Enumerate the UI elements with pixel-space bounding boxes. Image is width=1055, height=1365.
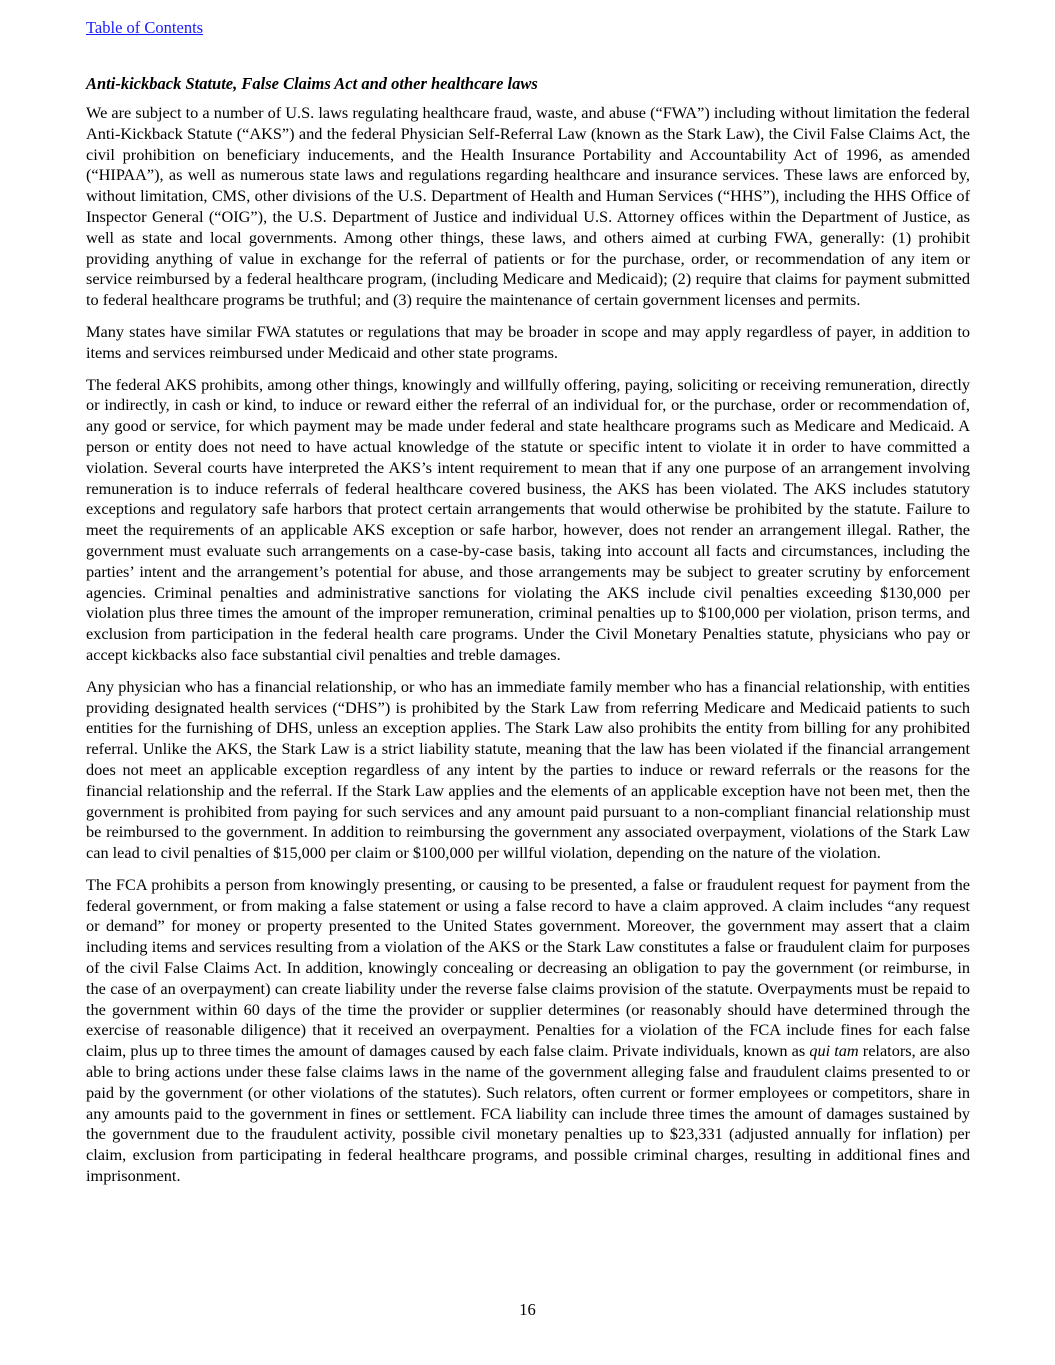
paragraph-state-statutes: Many states have similar FWA statutes or regulations that may be broader in scope and may apply regardless of payer, in addition to items and services reimbursed under Medicaid and other state programs. <box>86 321 970 362</box>
section-body <box>86 103 970 1198</box>
qui-tam-term: qui tam <box>809 1041 859 1061</box>
paragraph-fwa-overview: We are subject to a number of U.S. laws regulating healthcare fraud, waste, and abuse (“FWA”) including without limitation the federal Anti-Kickback Statute (“AKS”) and the federal Physician Self-Referral Law (known as the Stark Law), the Civil False Claims Act, the civil prohibition on beneficiary inducements, and the Health Insurance Portability and Accountability Act of 1996, as amended (“HIPAA”), as well as numerous state laws and regulations regarding healthcare and insurance services. These laws are enforced by, without limitation, CMS, other divisions of the U.S. Department of Health and Human Services (“HHS”), including the HHS Office of Inspector General (“OIG”), the U.S. Department of Justice and individual U.S. Attorney offices within the Department of Justice, as well as state and local governments. Among other things, these laws, and others aimed at curbing FWA, generally: (1) prohibit providing anything of value in exchange for the referral of patients or for the purchase, order, or recommendation of any item or service reimbursed by a federal healthcare program, (including Medicare and Medicaid); (2) require that claims for payment submitted to federal healthcare programs be truthful; and (3) require the maintenance of certain government licenses and permits. <box>86 103 970 310</box>
table-of-contents-link[interactable]: Table of Contents <box>86 18 204 37</box>
paragraph-fca <box>86 875 970 1187</box>
section-heading: Anti-kickback Statute, False Claims Act and other healthcare laws <box>86 74 538 93</box>
fca-text-part-1: The FCA prohibits a person from knowingly presenting, or causing to be presented, a false or fraudulent request for payment from the federal government, or from making a false statement or using a false record to have a claim approved. A claim includes “any request or demand” for money or property presented to the United States government. Moreover, the government may assert that a claim including items and services resulting from a violation of the AKS or the Stark Law constitutes a false or fraudulent claim for purposes of the civil False Claims Act. In addition, knowingly concealing or decreasing an obligation to pay the government (or reimburse, in the case of an overpayment) can create liability under the reverse false claims provision of the statute. Overpayments must be repaid to the government within 60 days of the time the provider or supplier determines (or reasonably should have determined through the exercise of reasonable diligence) that it received an overpayment. Penalties for a violation of the FCA include fines for each false claim, plus up to three times the amount of damages caused by each false claim. Private individuals, known as <box>86 874 970 1061</box>
page-number: 16 <box>519 1300 536 1319</box>
paragraph-stark-law: Any physician who has a financial relationship, or who has an immediate family member who has a financial relationship, with entities providing designated health services (“DHS”) is prohibited by the Stark Law from referring Medicare and Medicaid patients to such entities for the furnishing of DHS, unless an exception applies. The Stark Law also prohibits the entity from billing for any prohibited referral. Unlike the AKS, the Stark Law is a strict liability statute, meaning that the law has been violated if the financial arrangement does not meet an applicable exception regardless of any intent by the parties to induce or reward referrals or the reasons for the financial relationship and the referral. If the Stark Law applies and the elements of an applicable exception have not been met, then the government is prohibited from paying for such services and any amount paid pursuant to a non-compliant financial relationship must be reimbursed to the government. In addition to reimbursing the government any associated overpayment, violations of the Stark Law can lead to civil penalties of $15,000 per claim or $100,000 per willful violation, depending on the nature of the violation. <box>86 676 970 863</box>
fca-text-part-2: relators, are also able to bring actions under these false claims laws in the name of the government alleging false and fraudulent claims presented to or paid by the government (or other violations of the statutes). Such relators, often current or former employees or competitors, share in any amounts paid to the government in fines or settlement. FCA liability can include three times the amount of damages sustained by the government due to the fraudulent activity, possible civil monetary penalties up to $23,331 (adjusted annually for inflation) per claim, exclusion from participating in federal healthcare programs, and possible criminal charges, resulting in additional fines and imprisonment. <box>86 1041 970 1186</box>
paragraph-aks: The federal AKS prohibits, among other things, knowingly and willfully offering, paying, soliciting or receiving remuneration, directly or indirectly, in cash or kind, to induce or reward either the referral of an individual for, or the purchase, order or recommendation of, any good or service, for which payment may be made under federal and state healthcare programs such as Medicare and Medicaid. A person or entity does not need to have actual knowledge of the statute or specific intent to violate it in order to have committed a violation. Several courts have interpreted the AKS’s intent requirement to mean that if any one purpose of an arrangement involving remuneration is to induce referrals of federal healthcare covered business, the AKS has been violated. The AKS includes statutory exceptions and regulatory safe harbors that protect certain arrangements that would otherwise be prohibited by the statute. Failure to meet the requirements of an applicable AKS exception or safe harbor, however, does not render an arrangement illegal. Rather, the government must evaluate such arrangements on a case-by-case basis, taking into account all facts and circumstances, including the parties’ intent and the arrangement’s potential for abuse, and those arrangements may be subject to greater scrutiny by enforcement agencies. Criminal penalties and administrative sanctions for violating the AKS include civil penalties exceeding $130,000 per violation plus three times the amount of the improper remuneration, criminal penalties up to $100,000 per violation, prison terms, and exclusion from participation in the federal health care programs. Under the Civil Monetary Penalties statute, physicians who pay or accept kickbacks also face substantial civil penalties and treble damages. <box>86 374 970 664</box>
